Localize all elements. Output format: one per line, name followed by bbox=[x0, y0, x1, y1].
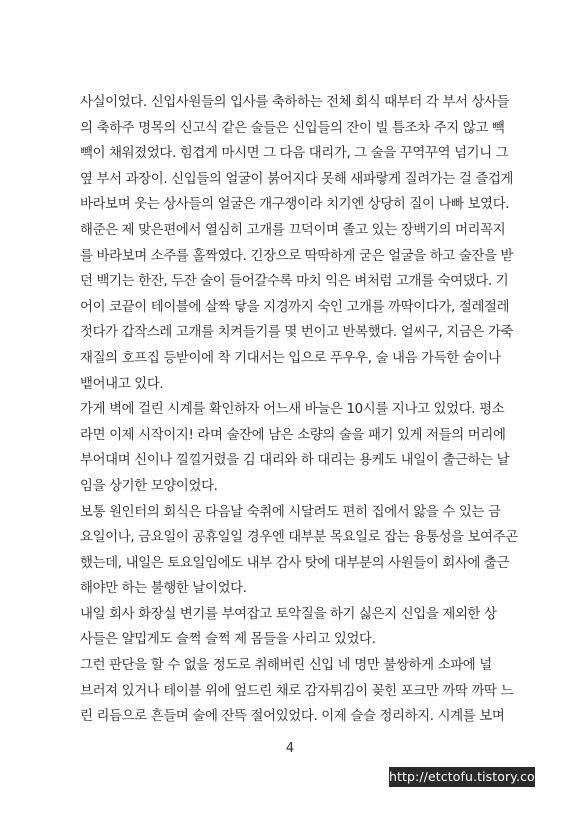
text-line: 던 백기는 한잔, 두잔 술이 들어갈수록 마치 익은 벼처럼 고개를 숙여댔다. 기 bbox=[80, 274, 509, 290]
body-text bbox=[80, 90, 518, 730]
text-line: 젓다가 갑작스레 고개를 치켜들기를 몇 번이고 반복했다. 얼씨구, 지금은 가죽 bbox=[80, 325, 514, 341]
text-line: 린 리듬으로 흔들며 술에 잔뜩 절어있었다. 이제 슬슬 정리하지. 시계를 보며 bbox=[80, 709, 505, 725]
text-line: 가게 벽에 걸린 시계를 확인하자 어느새 바늘은 10시를 지나고 있었다. 평소 bbox=[80, 402, 505, 418]
text-line: 바라보며 웃는 상사들의 얼굴은 개구쟁이라 치기엔 상당히 질이 나빠 보였다. bbox=[80, 197, 510, 213]
text-line: 를 바라보며 소주를 홀짝였다. 긴장으로 딱딱하게 굳은 얼굴을 하고 술잔을 받 bbox=[80, 248, 514, 264]
text-line: 그런 판단을 할 수 없을 정도로 취해버린 신입 네 명만 불쌍하게 소파에 널 bbox=[80, 658, 492, 674]
text-line: 뱉어내고 있다. bbox=[80, 376, 164, 392]
text-line: 해준은 제 맞은편에서 열심히 고개를 끄덕이며 졸고 있는 장백기의 머리꼭지 bbox=[80, 222, 506, 238]
text-line: 의 축하주 명목의 신고식 같은 술들은 신입들의 잔이 빌 틈조차 주지 않고 빽 bbox=[80, 120, 505, 136]
text-line: 재질의 호프집 등받이에 착 기대서는 입으로 푸우우, 술 내음 가득한 숨이나 bbox=[80, 350, 501, 366]
text-line: 내일 회사 화장실 변기를 부여잡고 토악질을 하기 싫은지 신입을 제외한 상 bbox=[80, 606, 497, 622]
text-line: 브러져 있거나 테이블 위에 엎드린 채로 감자튀김이 꽂힌 포크만 까딱 까딱 느 bbox=[80, 683, 514, 699]
text-line: 요일이나, 금요일이 공휴일일 경우엔 대부분 목요일로 잡는 융통성을 보여주곤 bbox=[80, 530, 518, 546]
text-line: 보통 원인터의 회식은 다음날 숙취에 시달려도 편히 집에서 앓을 수 있는 금 bbox=[80, 504, 501, 520]
text-line: 사들은 얄밉게도 슬쩍 슬쩍 제 몸들을 사리고 있었다. bbox=[80, 632, 376, 648]
watermark-link[interactable]: http://etctofu.tistory.com bbox=[389, 767, 535, 787]
text-line: 했는데, 내일은 토요일임에도 내부 감사 탓에 대부분의 사원들이 회사에 출근 bbox=[80, 555, 510, 571]
text-line: 빽이 채워졌었다. 힘겹게 마시면 그 다음 대리가, 그 술을 꾸역꾸역 넘기니 그 bbox=[80, 146, 509, 162]
text-line: 옆 부서 과장이. 신입들의 얼굴이 붉어지다 못해 새파랗게 질려가는 걸 즐겁게 bbox=[80, 171, 514, 187]
text-line: 사실이었다. 신입사원들의 입사를 축하하는 전체 회식 때부터 각 부서 상사들 bbox=[80, 95, 510, 110]
text-line: 라면 이제 시작이지! 라며 술잔에 남은 소량의 술을 패기 있게 저들의 머리에 bbox=[80, 427, 506, 443]
text-line: 임을 상기한 모양이었다. bbox=[80, 478, 218, 494]
text-line: 어이 코끝이 테이블에 살짝 닿을 지경까지 숙인 고개를 까딱이다가, 절레절레 bbox=[80, 299, 510, 315]
page-number: 4 bbox=[285, 741, 295, 756]
text-line: 부어대며 신이나 낄낄거렸을 김 대리와 하 대리는 용케도 내일이 출근하는 날 bbox=[80, 453, 510, 469]
text-line: 해야만 하는 불행한 날이었다. bbox=[80, 581, 247, 597]
